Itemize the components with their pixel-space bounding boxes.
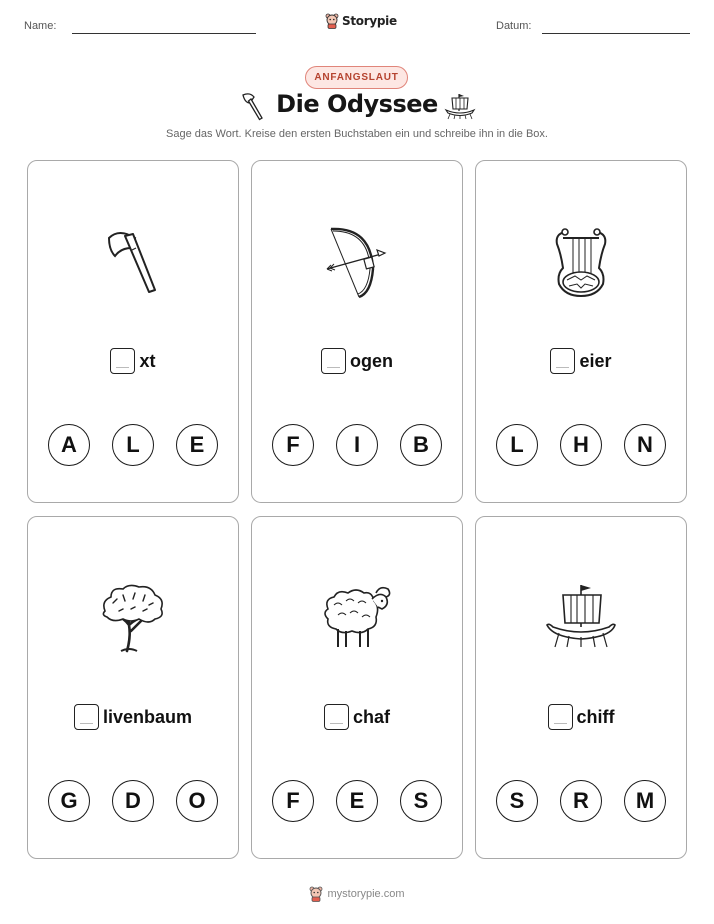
word-row	[476, 348, 686, 374]
card-sheep	[251, 516, 463, 859]
word-ending: livenbaum	[102, 706, 193, 727]
letter-option[interactable]: B	[400, 424, 442, 466]
word-ending: chaf	[352, 706, 390, 727]
name-line[interactable]	[72, 33, 256, 34]
letter-option[interactable]: N	[624, 424, 666, 466]
letter-option[interactable]: S	[400, 780, 442, 822]
sheep-icon	[320, 583, 394, 651]
brand-logo	[325, 13, 397, 29]
brand-name: Storypie	[342, 14, 397, 28]
letter-options	[28, 780, 238, 822]
page-title: Die Odyssee	[276, 90, 438, 118]
letter-option[interactable]: D	[112, 780, 154, 822]
word-ending: eier	[579, 350, 612, 371]
letter-option[interactable]: L	[112, 424, 154, 466]
olive-tree-icon	[97, 581, 169, 653]
word-row	[476, 704, 686, 730]
lyre-icon	[551, 224, 611, 298]
letter-option[interactable]: F	[272, 424, 314, 466]
card-ship	[475, 516, 687, 859]
card-bow	[251, 160, 463, 503]
name-label: Name:	[24, 20, 57, 32]
answer-box[interactable]	[74, 704, 99, 730]
word-ending: xt	[139, 350, 156, 371]
instructions: Sage das Wort. Kreise den ersten Buchstaben ein und schreibe ihn in die Box.	[166, 128, 548, 140]
letter-option[interactable]: O	[176, 780, 218, 822]
letter-option[interactable]: M	[624, 780, 666, 822]
axe-icon	[105, 226, 161, 296]
word-row	[28, 348, 238, 374]
word-ending: chiff	[576, 706, 615, 727]
letter-option[interactable]: H	[560, 424, 602, 466]
card-olive-tree	[27, 516, 239, 859]
card-axe	[27, 160, 239, 503]
letter-options	[28, 424, 238, 466]
letter-option[interactable]: F	[272, 780, 314, 822]
letter-option[interactable]: S	[496, 780, 538, 822]
letter-option[interactable]: E	[176, 424, 218, 466]
ship-icon	[444, 92, 476, 120]
letter-option[interactable]: R	[560, 780, 602, 822]
date-label: Datum:	[496, 20, 532, 32]
answer-box[interactable]	[324, 704, 349, 730]
word-row	[252, 348, 462, 374]
answer-box[interactable]	[550, 348, 575, 374]
storypie-mascot-icon	[325, 13, 339, 29]
word-row	[28, 704, 238, 730]
letter-options	[476, 780, 686, 822]
letter-options	[252, 424, 462, 466]
letter-option[interactable]: L	[496, 424, 538, 466]
footer-url[interactable]: mystorypie.com	[327, 888, 405, 900]
letter-option[interactable]: I	[336, 424, 378, 466]
footer	[0, 886, 714, 902]
letter-options	[252, 780, 462, 822]
letter-option[interactable]: G	[48, 780, 90, 822]
word-ending: ogen	[350, 350, 393, 371]
card-lyre	[475, 160, 687, 503]
letter-options	[476, 424, 686, 466]
storypie-mascot-icon	[309, 886, 323, 902]
answer-box[interactable]	[548, 704, 573, 730]
bow-and-arrow-icon	[323, 223, 391, 301]
topic-badge: ANFANGSLAUT	[305, 66, 408, 89]
answer-box[interactable]	[110, 348, 135, 374]
word-row	[252, 704, 462, 730]
letter-option[interactable]: E	[336, 780, 378, 822]
letter-option[interactable]: A	[48, 424, 90, 466]
answer-box[interactable]	[321, 348, 346, 374]
date-line[interactable]	[542, 33, 690, 34]
ship-icon	[545, 583, 617, 651]
